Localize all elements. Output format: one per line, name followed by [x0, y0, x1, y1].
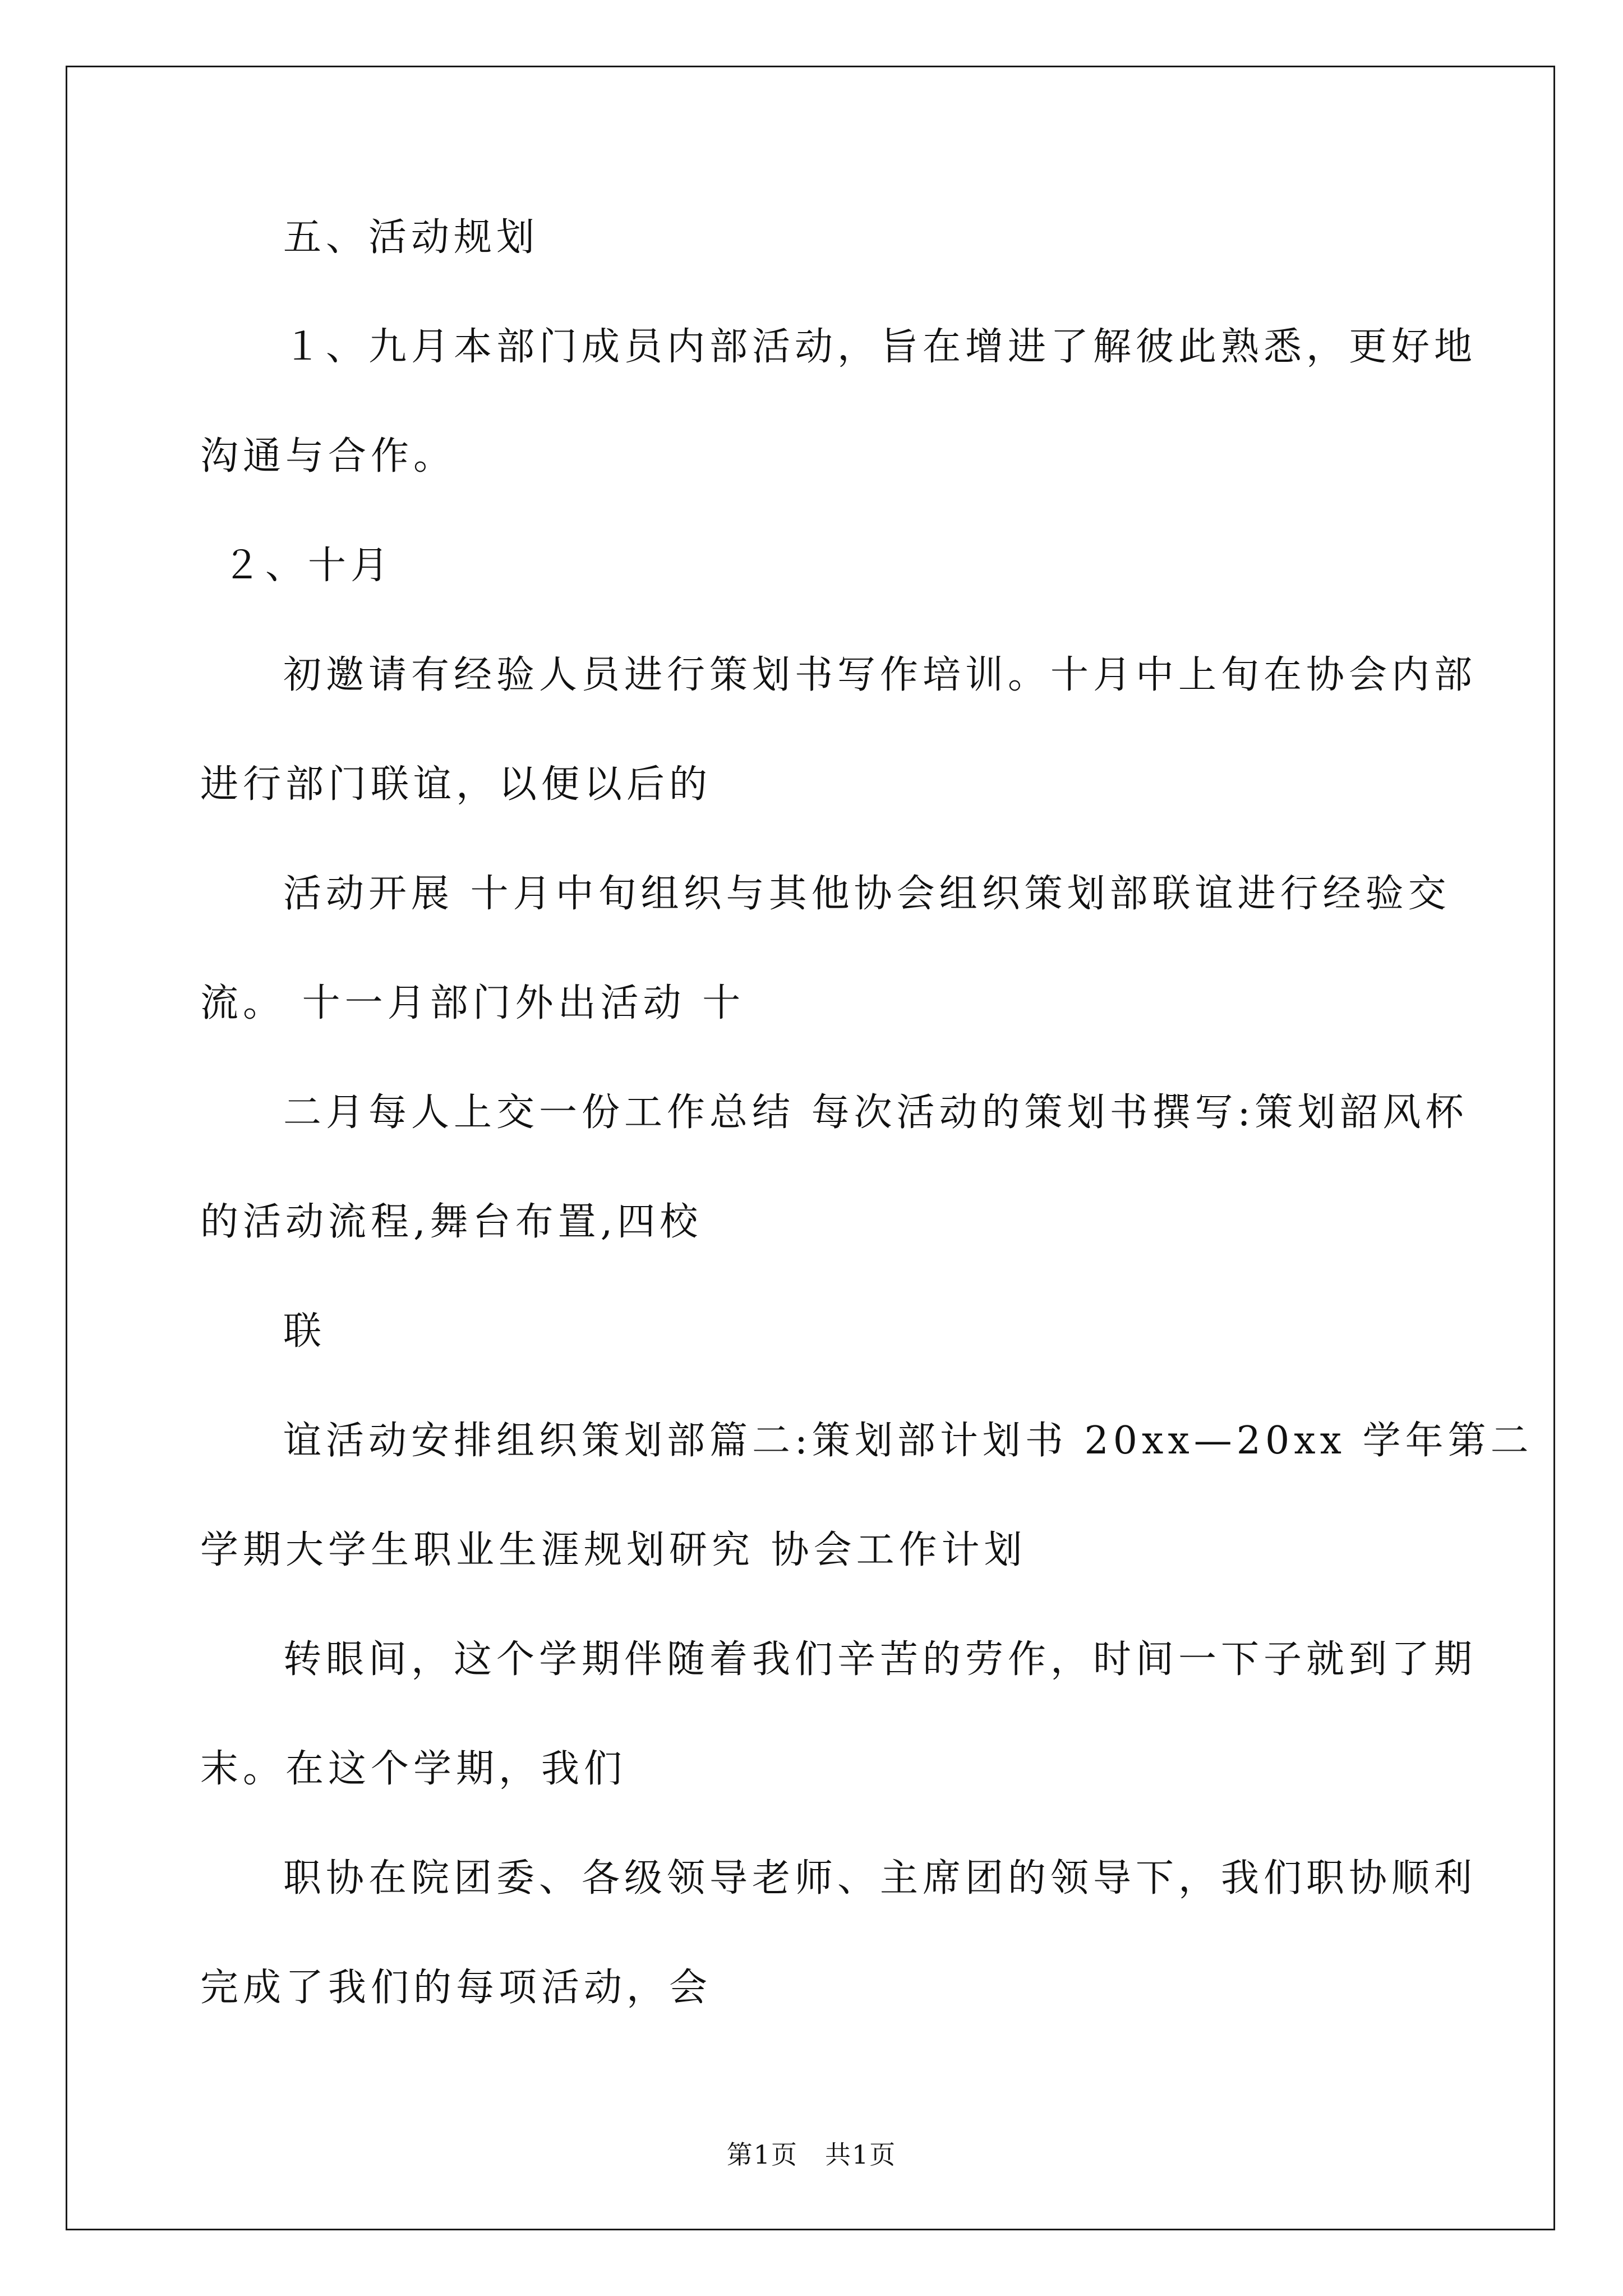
paragraph-line: 联: [283, 1309, 326, 1354]
paragraph-line: 进行部门联谊，以便以后的: [200, 762, 712, 807]
paragraph-line: 完成了我们的每项活动，会: [200, 1966, 712, 2010]
paragraph-line: 转眼间，这个学期伴随着我们辛苦的劳作，时间一下子就到了期: [283, 1637, 1477, 1682]
paragraph-line: 谊活动安排组织策划部篇二:策划部计划书 20xx—20xx 学年第二: [283, 1419, 1533, 1463]
paragraph-line: １、九月本部门成员内部活动，旨在增进了解彼此熟悉，更好地: [283, 325, 1477, 369]
page-border: [66, 66, 1555, 2230]
paragraph-line: 流。 十一月部门外出活动 十: [200, 981, 745, 1025]
paragraph-line: 活动开展 十月中旬组织与其他协会组织策划部联谊进行经验交: [283, 872, 1451, 916]
paragraph-line: 初邀请有经验人员进行策划书写作培训。十月中上旬在协会内部: [283, 653, 1477, 697]
paragraph-line: 沟通与合作。: [200, 434, 457, 478]
paragraph-line: 二月每人上交一份工作总结 每次活动的策划书撰写:策划韶风杯: [283, 1091, 1468, 1135]
paragraph-line: 学期大学生职业生涯规划研究 协会工作计划: [200, 1528, 1027, 1572]
page-number-footer: 第1页 共1页: [726, 2139, 897, 2170]
paragraph-line: 末。在这个学期，我们: [200, 1747, 627, 1791]
paragraph-line: 五、活动规划: [283, 215, 540, 260]
paragraph-line: ２、十月: [223, 544, 394, 588]
paragraph-line: 职协在院团委、各级领导老师、主席团的领导下，我们职协顺利: [283, 1856, 1477, 1901]
paragraph-line: 的活动流程,舞台布置,四校: [200, 1200, 703, 1244]
